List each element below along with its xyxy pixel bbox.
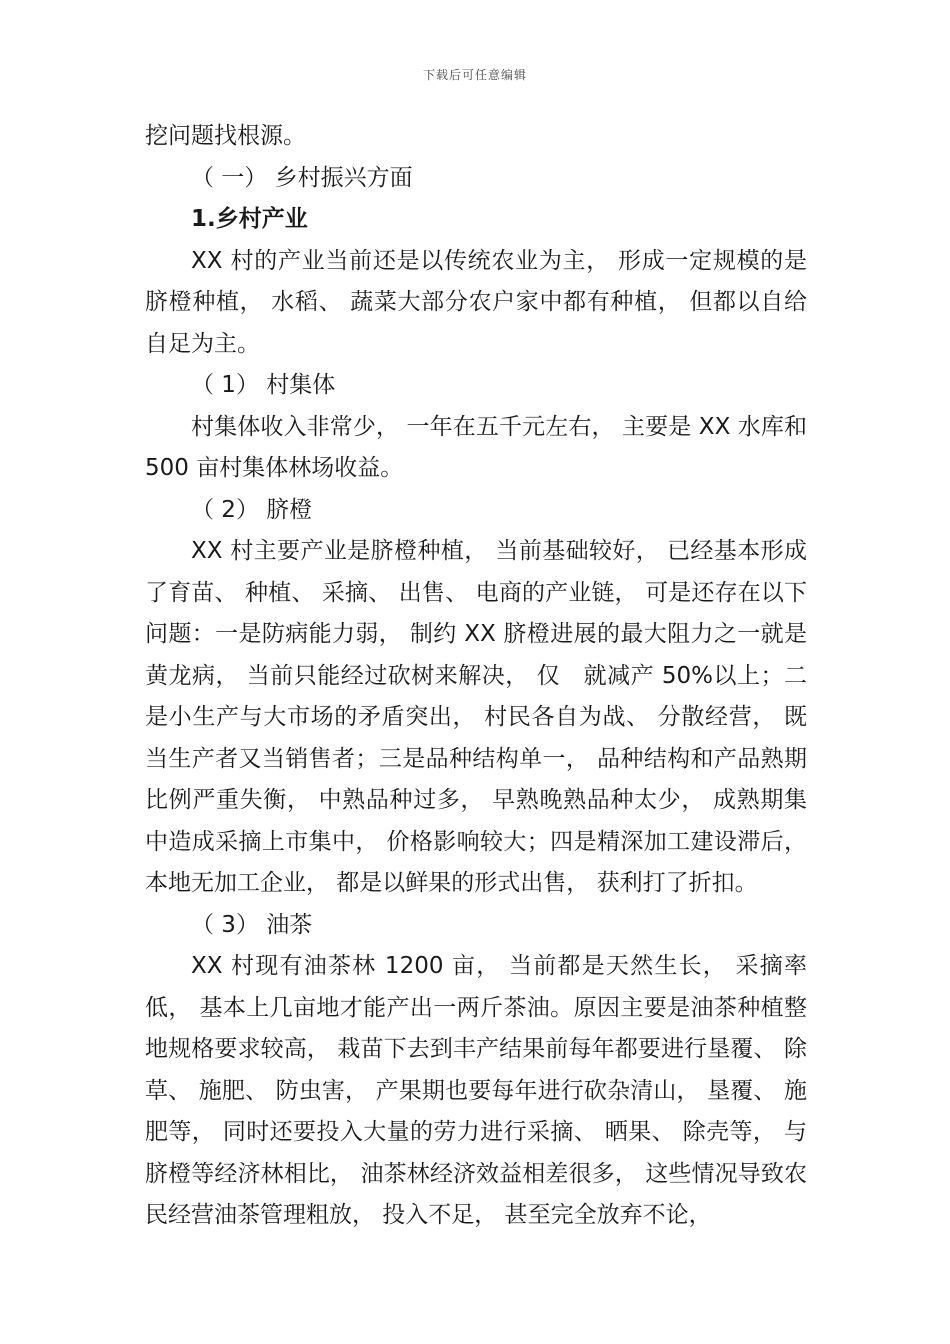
paragraph-industry-overview: XX 村的产业当前还是以传统农业为主， 形成一定规模的是脐橙种植， 水稻、 蔬菜大部分农户家中都有种植， 但都以自给自足为主。 bbox=[145, 247, 807, 357]
document-body bbox=[145, 116, 807, 1237]
paragraph-navel-orange: XX 村主要产业是脐橙种植， 当前基础较好， 已经基本形成了育苗、 种植、 采摘、 出售、 电商的产业链， 可是还存在以下问题：一是防病能力弱， 制约 XX 脐橙进展的最大阻力之一就是黄龙病， 当前只能经过砍树来解决， 仅 就减产 50%以上；二是小生产与大市场的矛盾突出， 村民各自为战、 分散经营， 既当生产者又当销售者；三是品种结构单一， 品种结构和产品熟期比例严重失衡， 中熟品种过多， 早熟晚熟品种太少， 成熟期集中造成采摘上市集中， 价格影响较大；四是精深加工建设滞后， 本地无加工企业， 都是以鲜果的形式出售， 获利打了折扣。 bbox=[145, 538, 807, 896]
paragraph-oil-tea: XX 村现有油茶林 1200 亩， 当前都是天然生长， 采摘率低， 基本上几亩地才能产出一两斤茶油。原因主要是油茶种植整地规格要求较高， 栽苗下去到丰产结果前每年都要进行垦覆、 除草、 施肥、 防虫害， 产果期也要每年进行砍杂清山， 垦覆、 施肥等， 同时还要投入大量的劳力进行采摘、 晒果、 除壳等， 与脐橙等经济林相比， 油茶林经济效益相差很多， 这些情况导致农民经营油茶管理粗放， 投入不足， 甚至完全放弃不论， bbox=[145, 953, 807, 1228]
item-heading-oil-tea: （ 3） 油茶 bbox=[191, 911, 313, 938]
paragraph-continuation: 挖问题找根源。 bbox=[145, 123, 306, 149]
subsection-heading: 1.乡村产业 bbox=[191, 206, 308, 232]
page-header: 下载后可任意编辑 bbox=[422, 68, 527, 82]
section-heading: （ 一） 乡村振兴方面 bbox=[191, 164, 413, 191]
paragraph-collective: 村集体收入非常少， 一年在五千元左右， 主要是 XX 水库和 500 亩村集体林场收益。 bbox=[145, 413, 807, 481]
item-heading-collective: （ 1） 村集体 bbox=[191, 372, 336, 398]
item-heading-navel-orange: （ 2） 脐橙 bbox=[191, 496, 313, 523]
